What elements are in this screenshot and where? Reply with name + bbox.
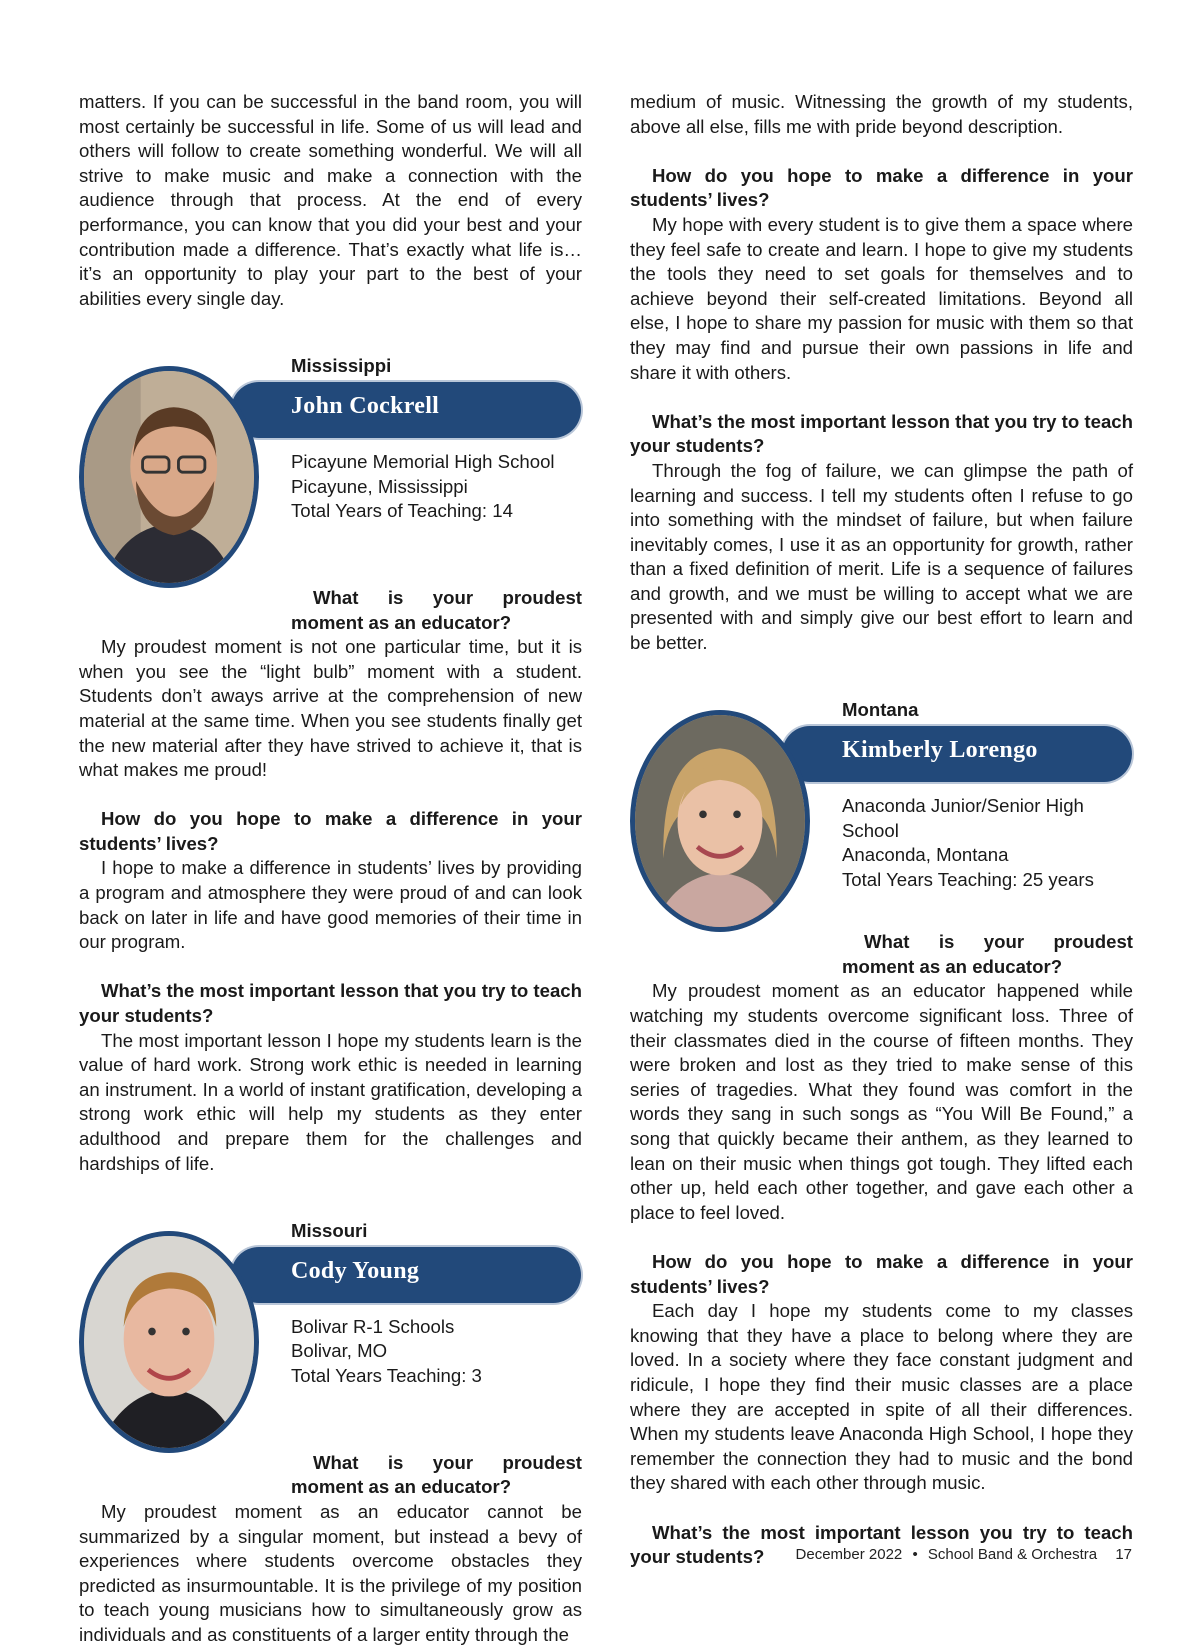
state-label: Mississippi [291,354,392,376]
answer-proudest: My proudest moment is not one particular time, but it is when you see the “light bulb” moment with a student. Students don’t aways arrive at the comprehension of new material at the same time. When you see students finally get the new material after they have strived to achieve it, that is what makes me proud! [79,636,582,781]
name-banner [782,726,1132,782]
page-number: 17 [1115,1546,1132,1563]
separator-bullet: • [912,1546,918,1563]
intro-paragraph: medium of music. Witnessing the growth of my students, above all else, fills me with pride beyond description. [630,91,1133,137]
teacher-name: Kimberly Lorengo [842,737,1038,764]
teacher-info [842,794,1132,892]
question-lesson: What’s the most important lesson that you try to teach your students? [630,410,1133,457]
teacher-info [291,1315,581,1389]
right-column [630,90,1133,1570]
profile-header-kimberly-lorengo [630,698,1133,906]
school-name: Anaconda Junior/Senior High School [842,795,1084,841]
school-name: Bolivar R-1 Schools [291,1315,455,1337]
answer-difference: My hope with every student is to give them a space where they feel safe to create and learn. I hope to give my students the tools they need to set goals for themselves and to achieve beyond their self-created limitations. Beyond all else, I hope to share my passion for music with them so that they may find and pursue their own passions in life and share it with others. [630,213,1133,383]
name-banner [231,1247,581,1303]
state-label: Montana [842,699,919,721]
years-teaching: Total Years Teaching: 25 years [842,869,1094,891]
teacher-name: John Cockrell [291,392,440,419]
school-location: Picayune, Mississippi [291,475,468,497]
teacher-photo [79,366,259,588]
answer-lesson: Through the fog of failure, we can glimpse the path of learning and success. I tell my students often I refuse to go into something with the mindset of failure, but when failure inevitably comes, I use it as an opportunity for growth, rather than a fixed definition of merit. Life is a sequence of failures and growth, and we must be willing to accept what we are presented with and simply give our best effort to learn and be better. [630,459,1133,654]
issue-date: December 2022 [795,1546,903,1563]
question-proudest: What is your proudest moment as an educator? [291,586,582,633]
magazine-name: School Band & Orchestra [927,1546,1098,1563]
teacher-photo [630,710,810,932]
answer-proudest: My proudest moment as an educator cannot be summarized by a singular moment, but instead a bevy of experiences where students overcome obstacles they predicted as insurmountable. It is the privilege of my position to teach young musicians how to simultaneously grow as individuals and as constituents of a larger entity through the [79,1500,582,1645]
state-label: Missouri [291,1219,368,1241]
intro-paragraph: matters. If you can be successful in the band room, you will most certainly be successful in life. Some of us will lead and others will follow to create something wonderful. We will all strive to make music and make a connection with the audience through that process. At the end of every performance, you can know that you did your best and your contribution made a difference. That’s exactly what life is…it’s an opportunity to play your part to the best of your abilities every single day. [79,91,582,309]
question-difference: How do you hope to make a difference in your students’ lives? [79,808,582,854]
question-lesson: What’s the most important lesson that you try to teach your students? [79,980,582,1027]
answer-difference: Each day I hope my students come to my classes knowing that they have a place to belong where they are loved. In a society where they face constant judgment and ridicule, I hope they find their music classes are a place where they are accepted in spite of all their differences. When my students leave Anaconda High School, I hope they remember the connection they had to music and the bond they shared with each other through music. [630,1300,1133,1494]
question-difference: How do you hope to make a difference in your students’ lives? [630,1250,1133,1297]
answer-difference: I hope to make a difference in students’ lives by providing a program and atmosphere they were proud of and can look back on later in life and have good memories of their time in our program. [79,857,582,953]
school-location: Bolivar, MO [291,1340,388,1362]
question-lesson: What’s the most important lesson you try to teach your students? [630,1521,1133,1568]
teacher-photo [79,1231,259,1453]
teacher-info [291,450,581,524]
teacher-name: Cody Young [291,1257,420,1284]
question-proudest: What is your proudest moment as an educator? [291,1451,582,1498]
question-proudest: What is your proudest moment as an educator? [842,931,1133,977]
profile-header-cody-young [79,1219,582,1427]
question-difference: How do you hope to make a difference in your students’ lives? [630,164,1133,211]
profile-header-john-cockrell [79,354,582,562]
answer-proudest: My proudest moment as an educator happened while watching my students overcome significant loss. Three of their classmates died in the course of fifteen months. They were broken and lost as they tried to make sense of this series of tragedies. What they found was comfort in the words they sang in such songs as “You Will Be Found,” a song that quickly became their anthem, as they learned to lean on their music when things got tough. They lifted each other up, held each other together, and gave each other a place to feel loved. [630,980,1133,1223]
name-banner [231,382,581,438]
answer-lesson: The most important lesson I hope my students learn is the value of hard work. Strong work ethic is needed in learning an instrument. In a world of instant gratification, developing a strong work ethic will help my students as they enter adulthood and prepare them for the challenges and hardships of life. [79,1029,582,1174]
left-column [79,90,582,1648]
school-name: Picayune Memorial High School [291,450,555,472]
years-teaching: Total Years of Teaching: 14 [291,500,513,522]
years-teaching: Total Years Teaching: 3 [291,1364,482,1386]
school-location: Anaconda, Montana [842,844,1009,866]
page-footer [600,1546,1132,1563]
